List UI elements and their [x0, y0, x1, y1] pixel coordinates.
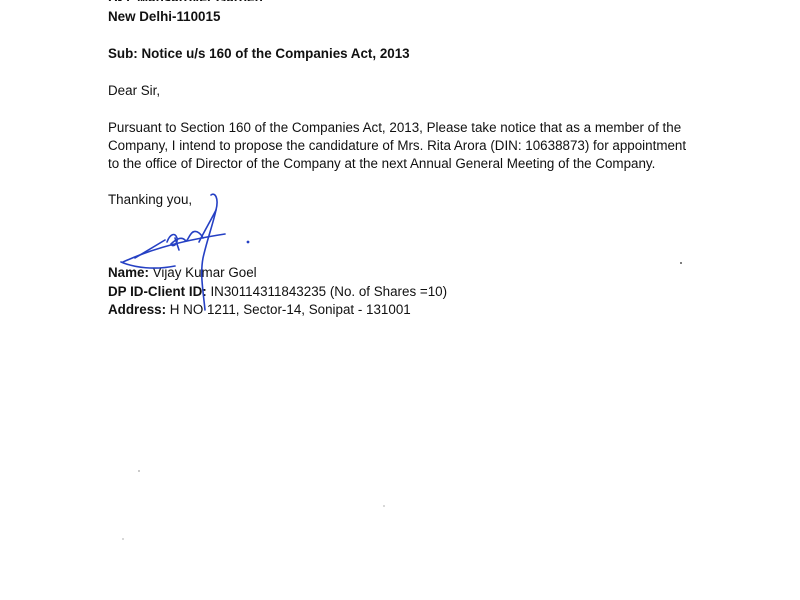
recipient-address-line-2: New Delhi-110015 — [108, 9, 221, 24]
signer-address-value: H NO 1211, Sector-14, Sonipat - 131001 — [169, 302, 411, 317]
body-line-2: Company, I intend to propose the candidature of Mrs. Rita Arora (DIN: 10638873) for appointment — [108, 138, 687, 153]
subject-line: Sub: Notice u/s 160 of the Companies Act, 2013 — [108, 46, 410, 61]
signer-name-label: Name: — [108, 265, 149, 280]
scan-speck — [680, 262, 682, 264]
signer-dp-client-id — [108, 283, 447, 301]
body-line-3: to the office of Director of the Company at the next Annual General Meeting of the Company. — [108, 156, 656, 171]
closing: Thanking you, — [108, 192, 193, 207]
signer-name-value: Vijay Kumar Goel — [152, 265, 257, 280]
signer-name — [108, 264, 257, 282]
signer-address-label: Address: — [108, 302, 167, 317]
signer-address — [108, 301, 411, 319]
body-line-1: Pursuant to Section 160 of the Companies Act, 2013, Please take notice that as a member of the — [108, 120, 682, 135]
scan-speck — [138, 470, 140, 472]
scan-speck — [383, 505, 385, 507]
dp-client-id-value: IN30114311843235 (No. of Shares =10) — [210, 284, 448, 299]
scan-speck — [122, 538, 124, 540]
recipient-address-line-1 — [108, 0, 267, 1]
salutation: Dear Sir, — [108, 83, 161, 98]
dp-client-id-label: DP ID-Client ID: — [108, 284, 207, 299]
